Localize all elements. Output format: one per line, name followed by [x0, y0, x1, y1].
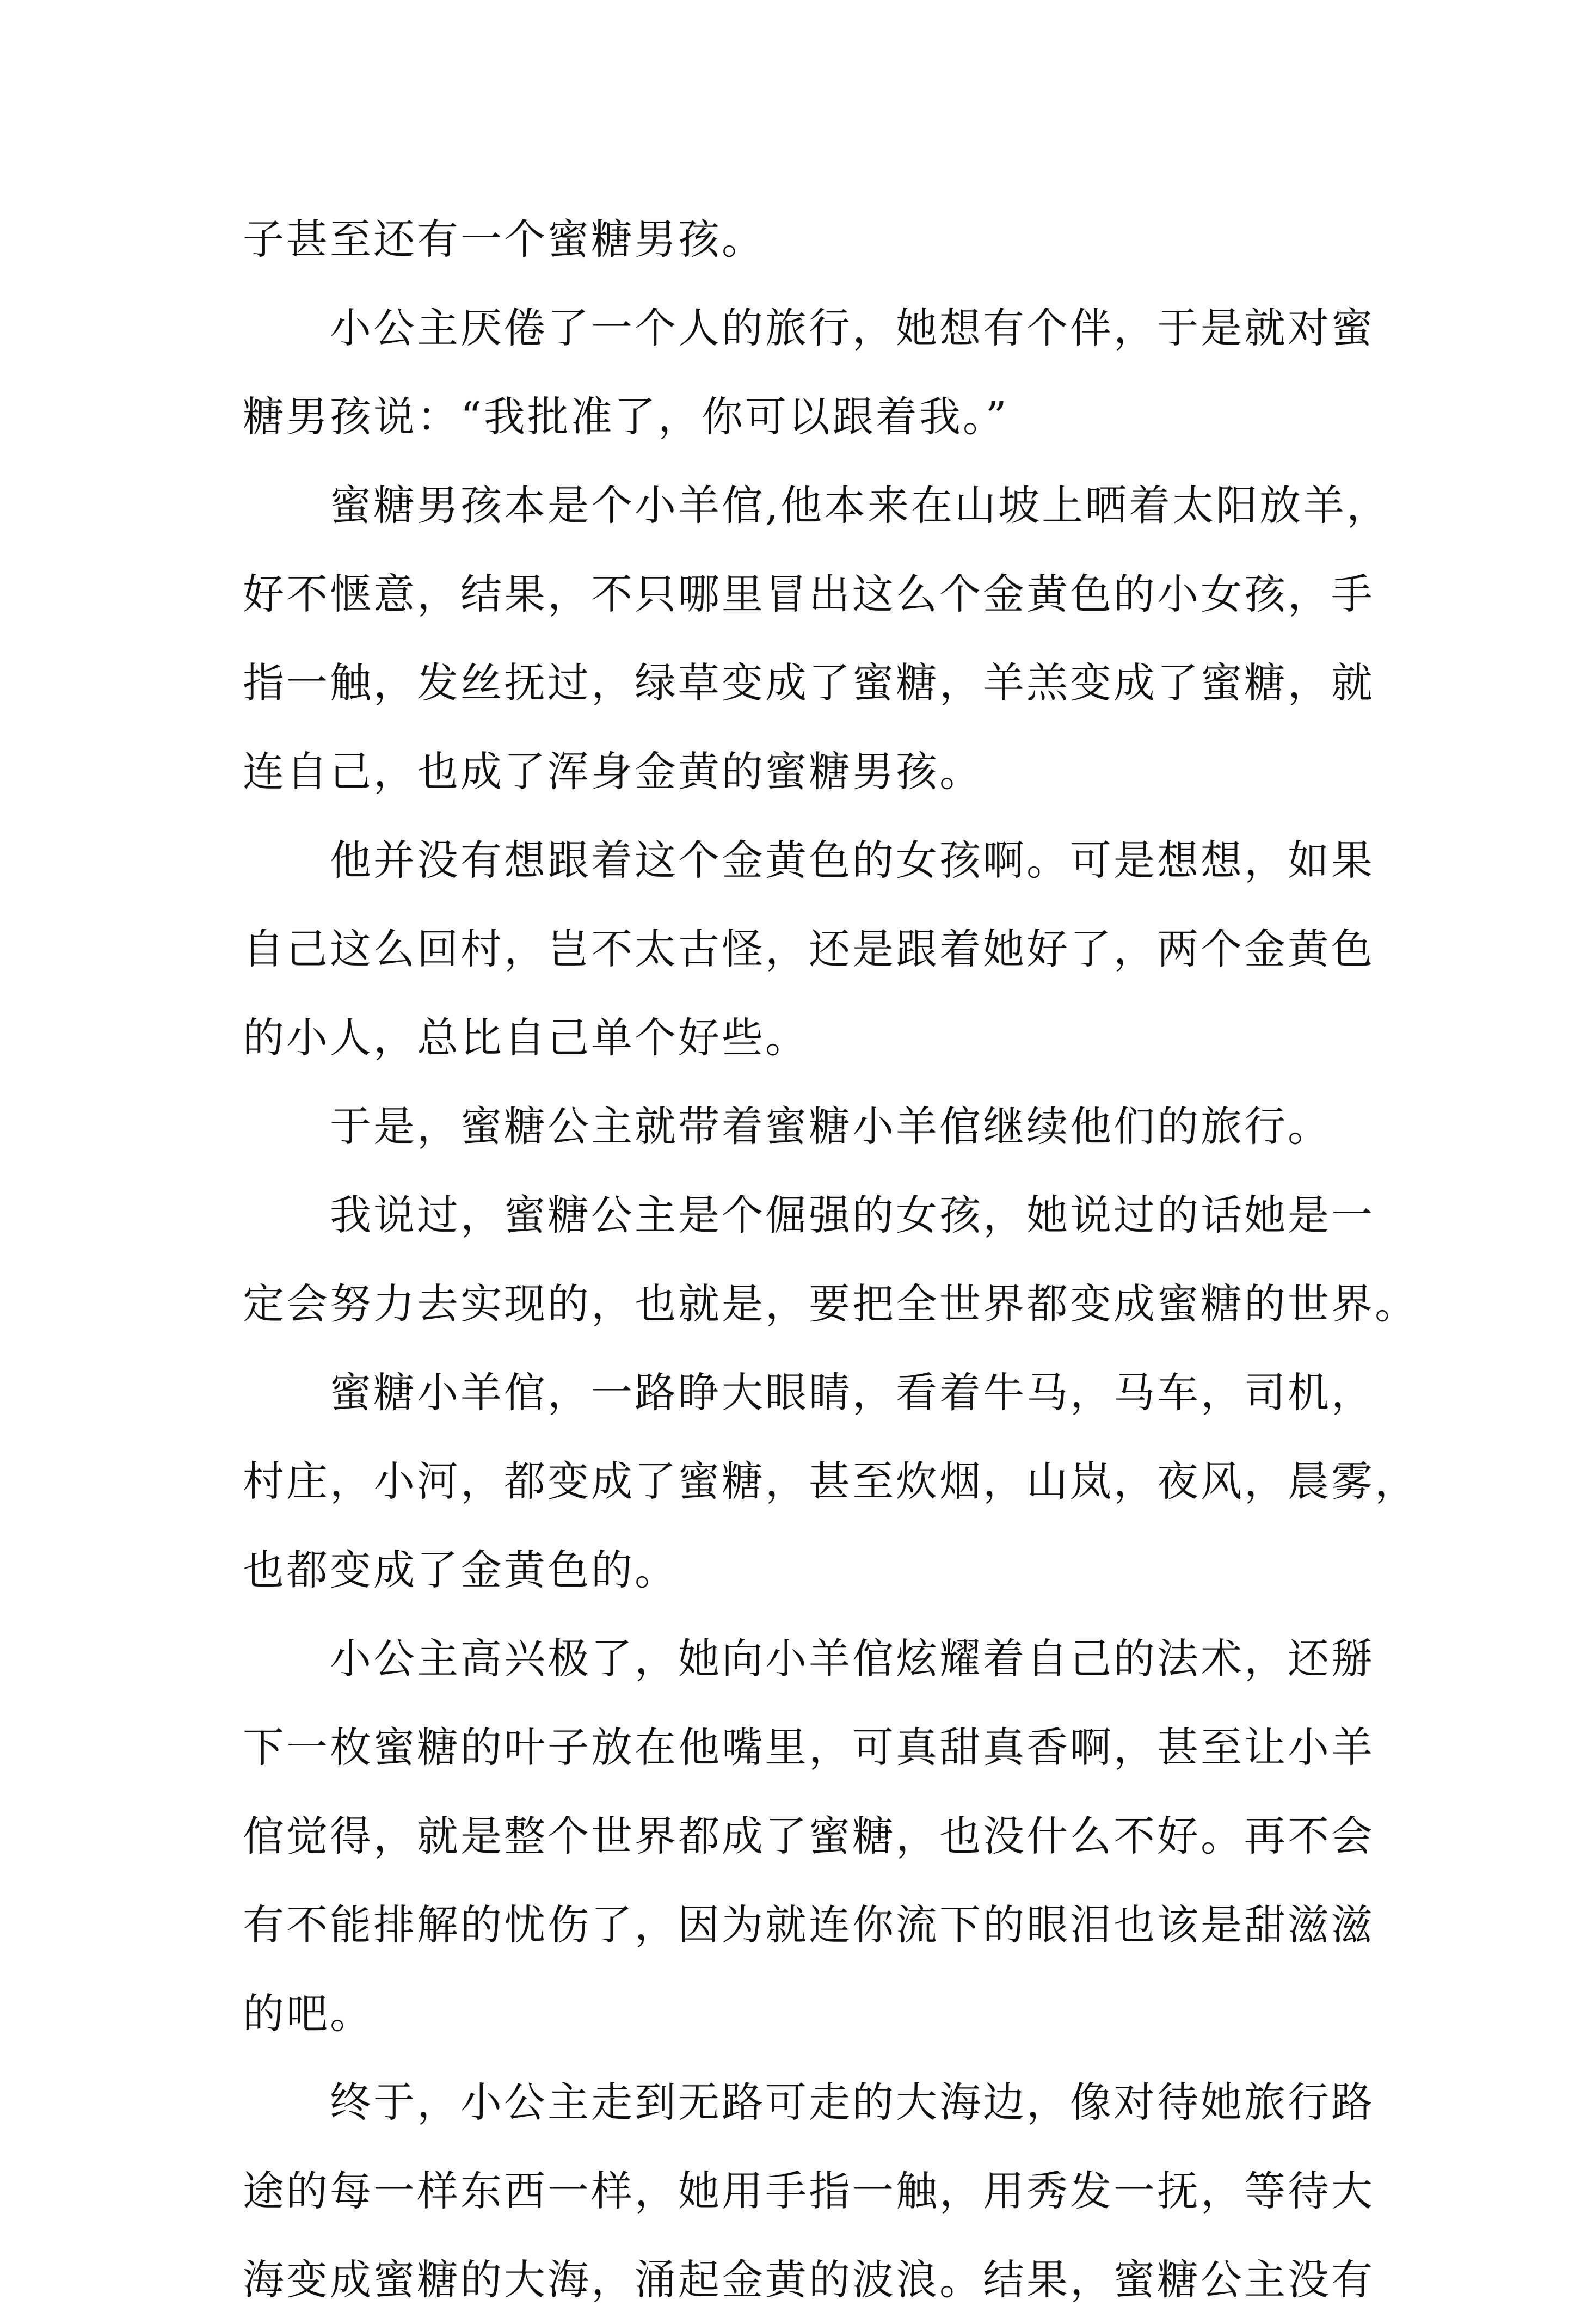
text-line: 的小人，总比自己单个好些。 [243, 1013, 809, 1062]
text-line: 的吧。 [243, 1989, 373, 2038]
text-line: 连自己，也成了浑身金黄的蜜糖男孩。 [243, 747, 983, 796]
text-line: 倌觉得，就是整个世界都成了蜜糖，也没什么不好。再不会 [243, 1812, 1375, 1860]
text-line: 子甚至还有一个蜜糖男孩。 [243, 215, 765, 263]
text-line: 定会努力去实现的，也就是，要把全世界都变成蜜糖的世界。 [243, 1280, 1418, 1328]
text-line: 有不能排解的忧伤了，因为就连你流下的眼泪也该是甜滋滋 [243, 1901, 1375, 1949]
body-text [243, 195, 1418, 2324]
text-line: 我说过，蜜糖公主是个倔强的女孩，她说过的话她是一 [243, 1191, 1375, 1239]
text-line: 好不惬意，结果，不只哪里冒出这么个金黄色的小女孩，手 [243, 570, 1375, 618]
text-line: 小公主厌倦了一个人的旅行，她想有个伴，于是就对蜜 [243, 304, 1375, 352]
text-line: 蜜糖小羊倌，一路睁大眼睛，看着牛马，马车，司机， [243, 1368, 1375, 1417]
text-line: 自己这么回村，岂不太古怪，还是跟着她好了，两个金黄色 [243, 925, 1375, 973]
text-line: 他并没有想跟着这个金黄色的女孩啊。可是想想，如果 [243, 836, 1375, 884]
text-line: 蜜糖男孩本是个小羊倌,他本来在山坡上晒着太阳放羊， [243, 481, 1391, 530]
text-line: 海变成蜜糖的大海，涌起金黄的波浪。结果，蜜糖公主没有 [243, 2255, 1375, 2304]
text-line: 小公主高兴极了，她向小羊倌炫耀着自己的法术，还掰 [243, 1634, 1375, 1683]
text-line: 也都变成了金黄色的。 [243, 1546, 678, 1594]
text-line: 途的每一样东西一样，她用手指一触，用秀发一抚，等待大 [243, 2167, 1375, 2215]
text-line: 糖男孩说：“我批准了，你可以跟着我。” [243, 392, 1009, 441]
text-line: 下一枚蜜糖的叶子放在他嘴里，可真甜真香啊，甚至让小羊 [243, 1723, 1375, 1772]
text-line: 村庄，小河，都变成了蜜糖，甚至炊烟，山岚，夜风，晨雾， [243, 1457, 1418, 1505]
text-line: 于是，蜜糖公主就带着蜜糖小羊倌继续他们的旅行。 [243, 1102, 1331, 1151]
text-line: 终于，小公主走到无路可走的大海边，像对待她旅行路 [243, 2078, 1375, 2126]
text-line: 指一触，发丝抚过，绿草变成了蜜糖，羊羔变成了蜜糖，就 [243, 659, 1375, 707]
